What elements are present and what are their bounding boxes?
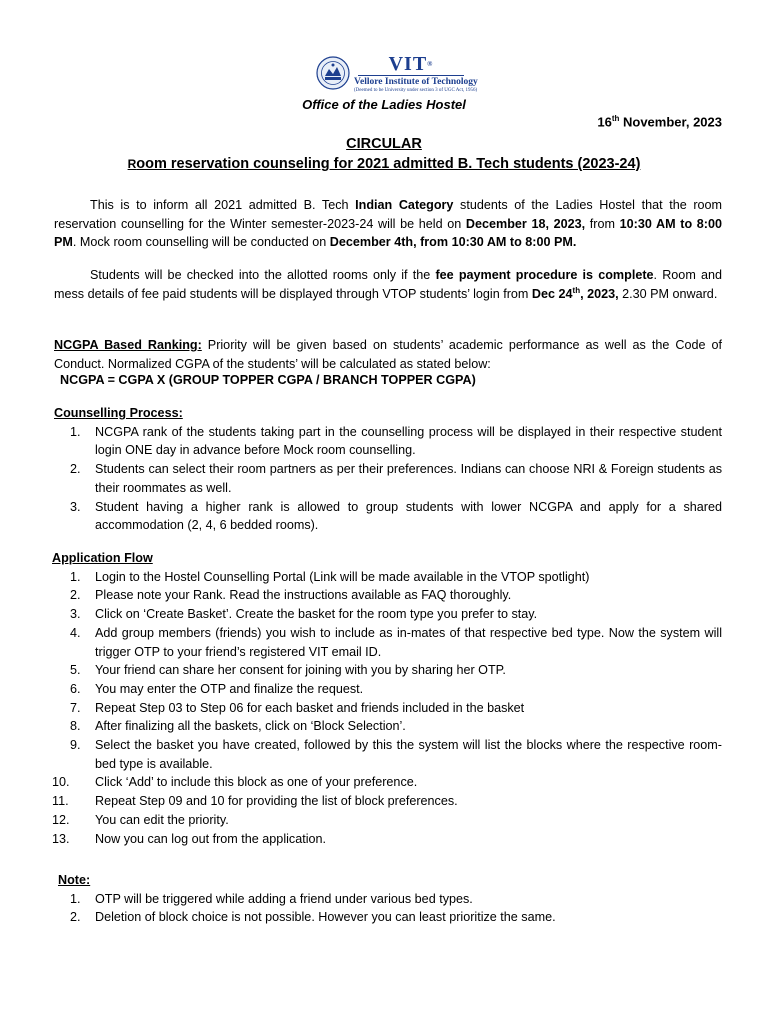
university-seal-icon (316, 56, 350, 90)
list-item: 5. Your friend can share her consent for joining with you by sharing her OTP. (70, 663, 506, 678)
list-item: 2. Please note your Rank. Read the instructions available as FAQ thoroughly. (70, 588, 512, 603)
application-flow-section (52, 549, 722, 848)
note-heading: Note: (58, 873, 91, 887)
paragraph-ncgpa: NCGPA Based Ranking: Priority will be given based on students’ academic performance as well as the Code of Conduct. Normalized CGPA of the students’ will be calculated as stated below: (54, 338, 723, 371)
circular-subject: Room reservation counseling for 2021 admitted B. Tech students (2023-24) (127, 156, 641, 172)
vit-logo (316, 53, 478, 94)
list-item: 12. You can edit the priority. (52, 812, 229, 827)
logo-institute-name: Vellore Institute of Technology (354, 77, 478, 87)
circular-title: CIRCULAR (346, 136, 422, 152)
list-item: 9. Select the basket you have created, followed by this the system will list the blocks where the respective room-bed type is available. (70, 738, 722, 771)
note-section (58, 871, 722, 927)
office-name: Office of the Ladies Hostel (302, 97, 466, 112)
paragraph-intro: This is to inform all 2021 admitted B. Tech Indian Category students of the Ladies Hostel that the room reservation counselling for the Winter semester-2023-24 will be held on December 18, 2023, from 10:30 AM to 8:00 PM. Mock room counselling will be conducted on December 4th, from 10:30 AM to 8:00 PM. (54, 198, 723, 250)
list-item: 2. Deletion of block choice is not possible. However you can least prioritize the same. (70, 910, 556, 925)
ncgpa-heading: NCGPA Based Ranking: (54, 338, 202, 352)
list-item: 10. Click ‘Add’ to include this block as one of your preference. (52, 775, 418, 790)
list-item: 4. Add group members (friends) you wish to include as in-mates of that respective bed type. Now the system will trigger OTP to your friend’s registered VIT email ID. (70, 625, 722, 659)
paragraph-check-in: Students will be checked into the allotted rooms only if the fee payment procedure is complete. Room and mess details of fee paid students will be displayed through VTOP students’ login from Dec 24th, 2023, 2.30 PM onward. (54, 268, 722, 301)
application-heading: Application Flow (52, 551, 153, 565)
counselling-heading: Counselling Process: (54, 406, 183, 420)
list-item: 1. OTP will be triggered while adding a friend under various bed types. (70, 891, 473, 906)
list-item: 3. Student having a higher rank is allowed to group students with lower NCGPA and apply for a shared accommodation (2, 4, 6 bedded rooms). (70, 499, 722, 533)
list-item: 1. NCGPA rank of the students taking part in the counselling process will be displayed in their respective student login ONE day in advance before Mock room counselling. (70, 424, 722, 458)
list-item: 11. Repeat Step 09 and 10 for providing the list of block preferences. (52, 794, 458, 809)
logo-registered-mark: ® (427, 60, 434, 68)
list-item: 6. You may enter the OTP and finalize the request. (70, 681, 364, 696)
logo-tagline: (Deemed to be University under section 3 of UGC Act, 1956) (354, 88, 478, 93)
list-item: 7. Repeat Step 03 to Step 06 for each basket and friends included in the basket (70, 700, 525, 715)
counselling-process-section (54, 404, 722, 535)
list-item: 3. Click on ‘Create Basket’. Create the basket for the room type you prefer to stay. (70, 607, 538, 622)
list-item: 1. Login to the Hostel Counselling Portal (Link will be made available in the VTOP spotlight) (70, 569, 590, 584)
list-item: 13. Now you can log out from the application. (52, 831, 327, 846)
logo-vit-text: VIT (388, 53, 428, 75)
list-item: 2. Students can select their room partners as per their preferences. Indians can choose NRI & Foreign students as their roommates as well. (70, 462, 722, 495)
ncgpa-formula: NCGPA = CGPA X (GROUP TOPPER CGPA / BRANCH TOPPER CGPA) (60, 373, 476, 387)
list-item: 8. After finalizing all the baskets, click on ‘Block Selection’. (70, 719, 406, 734)
circular-date: 16th November, 2023 (597, 114, 722, 130)
